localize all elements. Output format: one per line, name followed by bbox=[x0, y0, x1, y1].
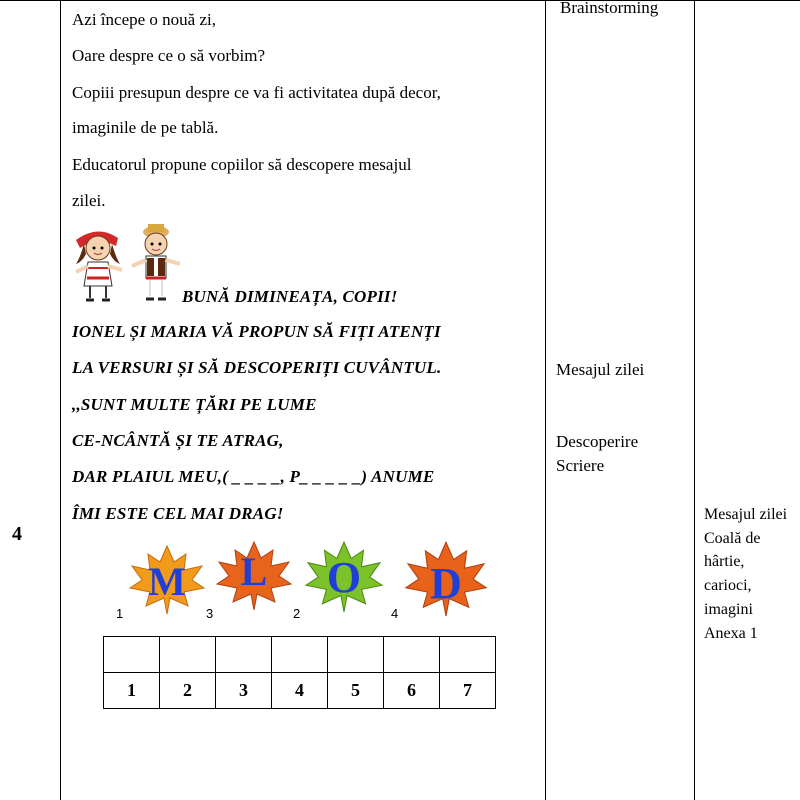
column-divider-1 bbox=[60, 0, 61, 800]
answer-cell[interactable] bbox=[272, 637, 328, 673]
children-illustration bbox=[70, 222, 185, 304]
leaf-l: L bbox=[215, 540, 293, 610]
boy-figure bbox=[132, 224, 180, 299]
number-row bbox=[104, 673, 496, 709]
method-descoperire: Descoperire bbox=[556, 432, 639, 451]
method-mesajul-zilei: Mesajul zilei bbox=[556, 360, 645, 379]
leaf-number-1: 1 bbox=[116, 606, 124, 621]
answer-cell[interactable] bbox=[104, 637, 160, 673]
resource-line-1: Mesajul zilei bbox=[704, 506, 788, 523]
leaf-m: M bbox=[128, 544, 206, 614]
table-top-border bbox=[0, 0, 800, 1]
answer-row bbox=[104, 637, 496, 673]
bold-line-6: ÎMI ESTE CEL MAI DRAG! bbox=[72, 504, 284, 523]
content-line-6: zilei. bbox=[72, 191, 106, 210]
grid-number: 5 bbox=[328, 673, 384, 709]
leaf-number-3: 3 bbox=[206, 606, 214, 621]
bold-line-1: IONEL ȘI MARIA VĂ PROPUN SĂ FIȚI ATENȚI bbox=[72, 322, 441, 341]
leaf-number-4: 4 bbox=[391, 606, 399, 621]
grid-number: 4 bbox=[272, 673, 328, 709]
column-divider-2 bbox=[545, 0, 546, 800]
content-line-2: Oare despre ce o să vorbim? bbox=[72, 46, 266, 65]
answer-cell[interactable] bbox=[328, 637, 384, 673]
answer-cell[interactable] bbox=[160, 637, 216, 673]
grid-number: 6 bbox=[384, 673, 440, 709]
resource-line-6: Anexa 1 bbox=[704, 625, 758, 642]
bold-line-3: ,,SUNT MULTE ȚĂRI PE LUME bbox=[72, 395, 317, 414]
content-line-3: Copiii presupun despre ce va fi activitatea după decor, bbox=[72, 83, 441, 102]
answer-cell[interactable] bbox=[384, 637, 440, 673]
girl-figure bbox=[76, 231, 122, 300]
row-number: 4 bbox=[12, 523, 22, 545]
leaf-d: D bbox=[403, 540, 489, 616]
grid-number: 2 bbox=[160, 673, 216, 709]
grid-number: 7 bbox=[440, 673, 496, 709]
content-line-4: imaginile de pe tablă. bbox=[72, 118, 219, 137]
content-line-5: Educatorul propune copiilor să descopere mesajul bbox=[72, 155, 412, 174]
method-brainstorming: Brainstorming bbox=[560, 0, 659, 17]
grid-number: 1 bbox=[104, 673, 160, 709]
column-divider-3 bbox=[694, 0, 695, 800]
resource-line-3: hârtie, bbox=[704, 553, 745, 570]
answer-cell[interactable] bbox=[440, 637, 496, 673]
resource-line-4: carioci, bbox=[704, 577, 752, 594]
leaf-o: O bbox=[303, 540, 385, 612]
greeting: BUNĂ DIMINEAȚA, COPII! bbox=[182, 287, 398, 306]
bold-line-5: DAR PLAIUL MEU,( _ _ _ _, P_ _ _ _ _) ANUME bbox=[72, 467, 435, 486]
answer-grid bbox=[103, 636, 496, 709]
method-scriere: Scriere bbox=[556, 456, 605, 475]
bold-line-4: CE-NCÂNTĂ ȘI TE ATRAG, bbox=[72, 431, 284, 450]
resource-line-5: imagini bbox=[704, 601, 753, 618]
content-line-1: Azi începe o nouă zi, bbox=[72, 10, 216, 29]
resource-line-2: Coală de bbox=[704, 530, 761, 547]
bold-line-2: LA VERSURI ȘI SĂ DESCOPERIȚI CUVÂNTUL. bbox=[72, 358, 442, 377]
leaf-number-2: 2 bbox=[293, 606, 301, 621]
answer-cell[interactable] bbox=[216, 637, 272, 673]
grid-number: 3 bbox=[216, 673, 272, 709]
